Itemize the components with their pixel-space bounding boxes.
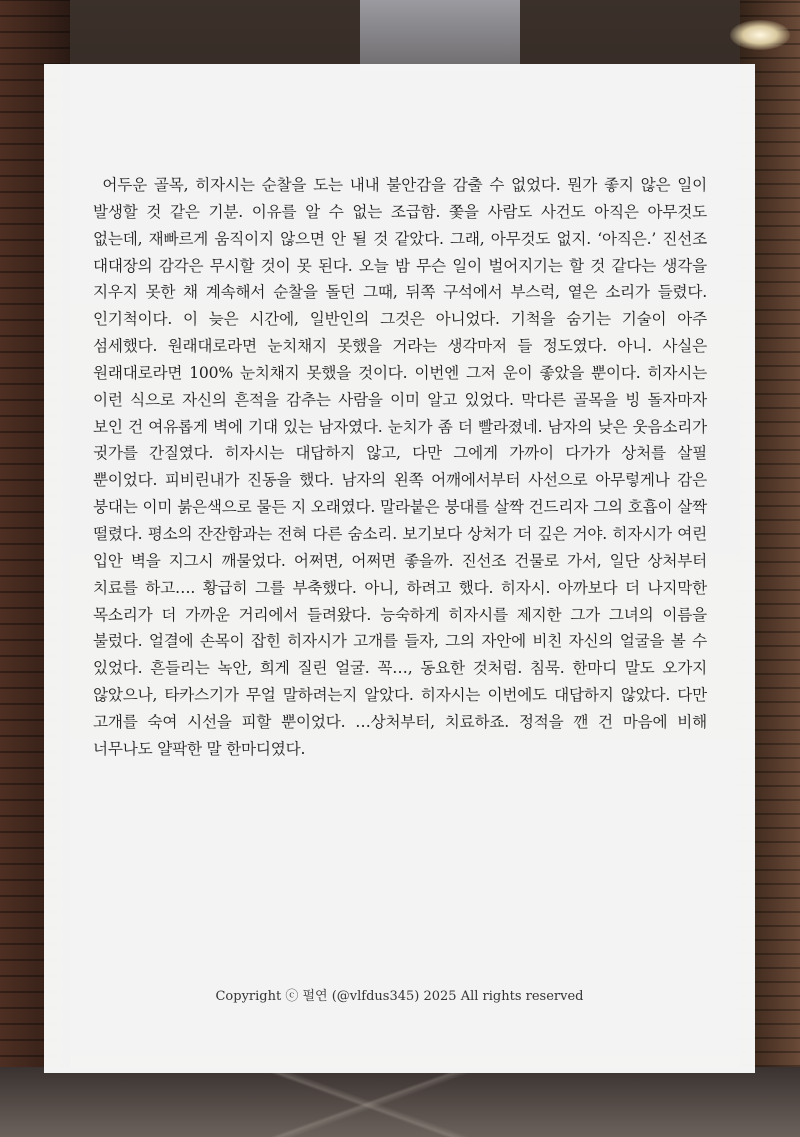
story-body-text: 어두운 골목, 히자시는 순찰을 도는 내내 불안감을 감출 수 없었다. 뭔가 좋지 않은 일이 발생할 것 같은 기분. 이유를 알 수 없는 조급함. 쫓을 사람도 사건도 아직은 아무것도 없는데, 재빠르게 움직이지 않으면 안 될 것 같았다. 그래, 아무것도 없지. ‘아직은.’ 진선조 대대장의 감각은 무시할 것이 못 된다. 오늘 밤 무슨 일이 벌어지기는 할 것 같다는 생각을 지우지 못한 채 계속해서 순찰을 돌던 그때, 뒤쪽 구석에서 부스럭, 옅은 소리가 들렸다. 인기척이다. 이 늦은 시간에, 일반인의 그것은 아니었다. 기척을 숨기는 기술이 아주 섬세했다. 원래대로라면 눈치채지 못했을 거라는 생각마저 들 정도였다. 아니. 사실은 원래대로라면 100% 눈치채지 못했을 것이다. 이번엔 그저 운이 좋았을 뿐이다. 히자시는 이런 식으로 자신의 흔적을 감추는 사람을 이미 알고 있었다. 막다른 골목을 빙 돌자마자 보인 건 여유롭게 벽에 기대 있는 남자였다. 눈치가 좀 더 빨라졌네. 남자의 낮은 웃음소리가 귓가를 간질였다. 히자시는 대답하지 않고, 다만 그에게 가까이 다가가 상처를 살필 뿐이었다. 피비린내가 진동을 했다. 남자의 왼쪽 어깨에서부터 사선으로 아무렇게나 감은 붕대는 이미 붉은색으로 물든 지 오래였다. 말라붙은 붕대를 살짝 건드리자 그의 호흡이 살짝 떨렸다. 평소의 잔잔함과는 전혀 다른 숨소리. 보기보다 상처가 더 깊은 거야. 히자시가 여린 입안 벽을 지그시 깨물었다. 어쩌면, 어쩌면 좋을까. 진선조 건물로 가서, 일단 상처부터 치료를 하고…. 황급히 그를 부축했다. 아니, 하려고 했다. 히자시. 아까보다 더 나지막한 목소리가 더 가까운 거리에서 들려왔다. 능숙하게 히자시를 제지한 그가 그녀의 이름을 불렀다. 얼결에 손목이 잡힌 히자시가 고개를 들자, 그의 자안에 비친 자신의 얼굴을 볼 수 있었다. 흔들리는 녹안, 희게 질린 얼굴. 꼭…, 동요한 것처럼. 침묵. 한마디 말도 오가지 않았으나, 타카스기가 무얼 말하려는지 알았다. 히자시는 이번에도 대답하지 않았다. 다만 고개를 숙여 시선을 피할 뿐이었다. …상처부터, 치료하죠. 정적을 깬 건 마음에 비해 너무나도 얄팍한 말 한마디였다. xyxy=(93,176,707,758)
street-lamp-icon xyxy=(730,20,790,50)
background-sky xyxy=(360,0,520,70)
copyright-notice: Copyright ⓒ 펄연 (@vlfdus345) 2025 All rights reserved xyxy=(215,989,584,1004)
background-rails xyxy=(60,1073,740,1137)
